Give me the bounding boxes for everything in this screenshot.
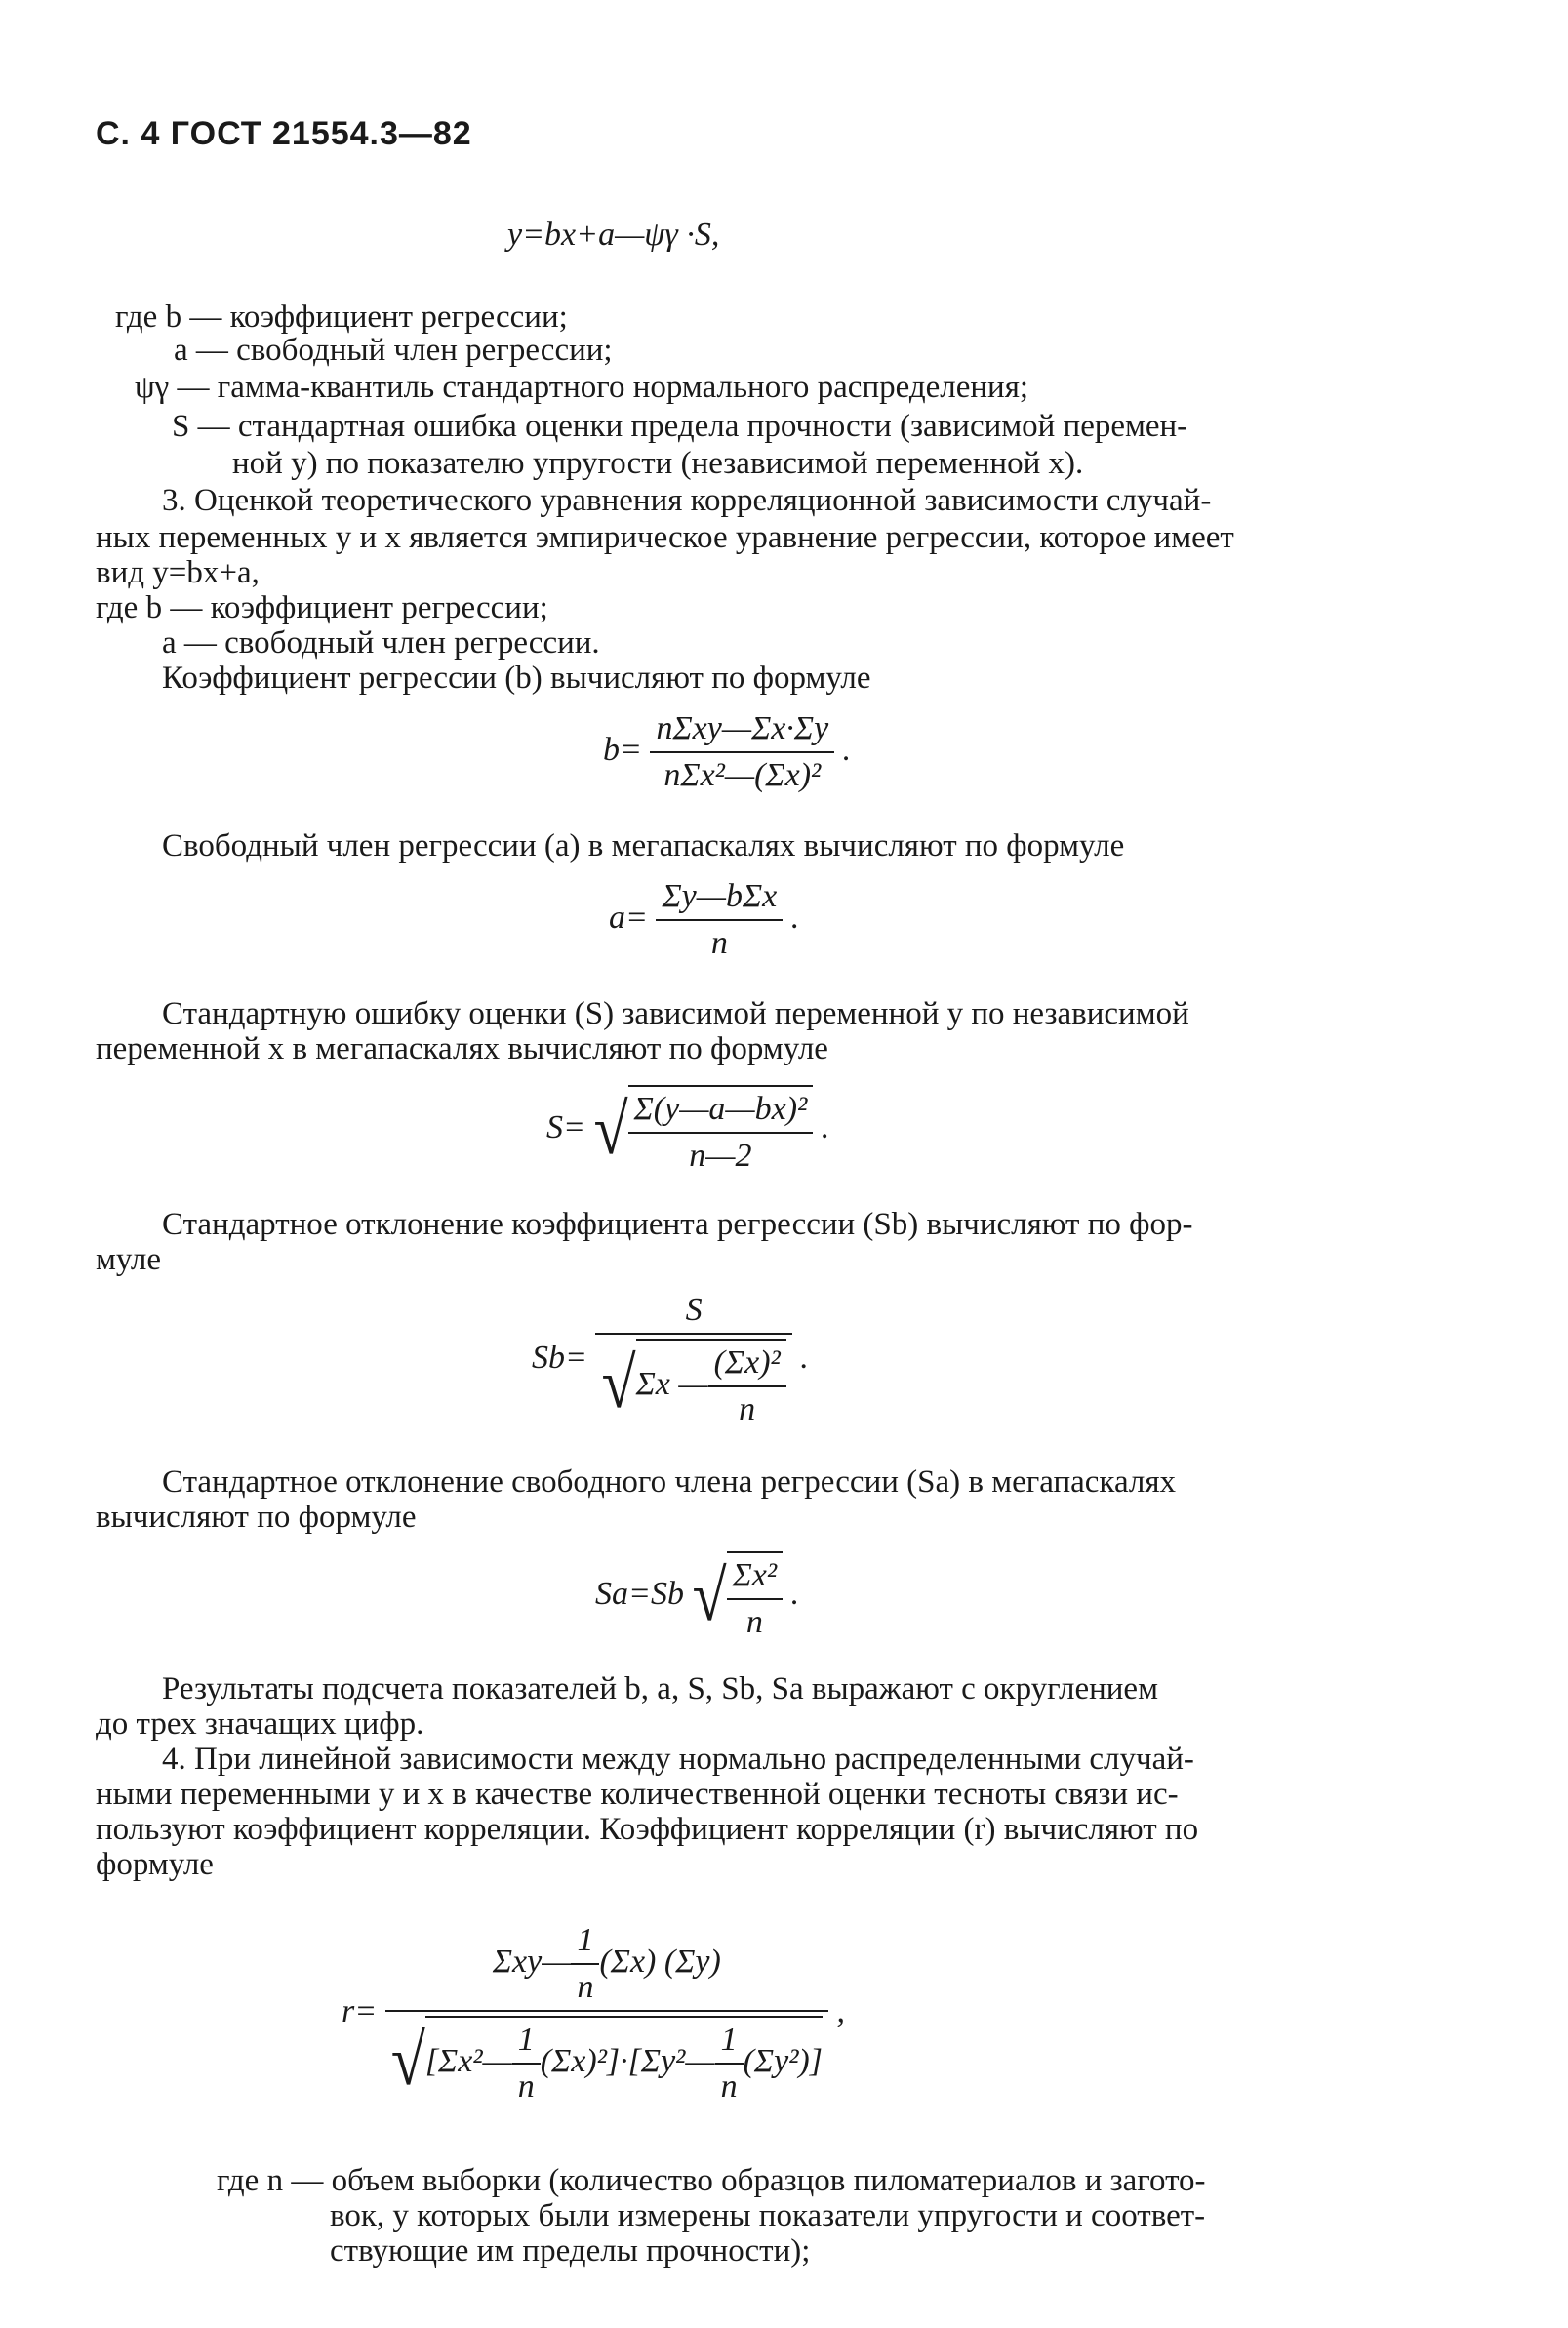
formula-b-lhs: b= <box>603 731 642 768</box>
formula-r-den-frac2-den: n <box>720 2068 738 2105</box>
formula-r-fraction <box>385 1922 828 2106</box>
formula-b <box>603 710 851 794</box>
formula-sb-denominator <box>595 1335 791 1428</box>
formula-a <box>609 878 799 962</box>
formula-sa-radicand <box>727 1551 784 1641</box>
formula-r-denominator <box>385 2012 828 2106</box>
def-s-line2: ной y) по показателю упругости (независимой переменной x). <box>232 446 1084 481</box>
formula-r-num-frac-den: n <box>577 1969 594 2005</box>
rounding-line2: до трех значащих цифр. <box>96 1706 424 1742</box>
formula-sa-denominator: n <box>745 1604 763 1640</box>
formula-sa <box>595 1551 799 1641</box>
formula-sb-tail: . <box>800 1339 809 1376</box>
formula-s-fraction <box>628 1091 814 1175</box>
formula-sa-intro-line2: вычисляют по формуле <box>96 1500 417 1535</box>
para3-def-a: a — свободный член регрессии. <box>162 625 600 661</box>
formula-sa-tail: . <box>790 1575 800 1612</box>
para3-line2: ных переменных y и x является эмпирическое уравнение регрессии, которое имеет <box>96 520 1234 555</box>
sqrt-symbol: √ <box>692 1555 727 1636</box>
para3-line3: вид y=bx+a, <box>96 555 260 590</box>
formula-r-den-frac2 <box>715 2022 744 2106</box>
formula-s-radicand <box>628 1085 814 1175</box>
formula-b-numerator: nΣxy—Σx·Σy <box>650 710 834 753</box>
formula-r-den-frac1-num: 1 <box>512 2022 541 2065</box>
formula-sb-inner-fraction <box>708 1345 786 1428</box>
formula-a-lhs: a= <box>609 899 648 936</box>
formula-r-den-2: (Σx)²]·[Σy²— <box>540 2042 715 2079</box>
formula-r-tail: , <box>836 1992 845 2029</box>
def-psi: ψγ — гамма-квантиль стандартного нормального распределения; <box>135 370 1029 405</box>
formula-s <box>546 1085 829 1175</box>
formula-s-denominator: n—2 <box>689 1138 752 1174</box>
formula-sb-radicand-left: Σx — <box>635 1365 708 1402</box>
para3-line1: 3. Оценкой теоретического уравнения корреляционной зависимости случай- <box>162 483 1212 518</box>
formula-s-lhs: S= <box>546 1108 585 1145</box>
sqrt-symbol: √ <box>601 1343 636 1424</box>
para4-line2: ными переменными y и x в качестве количественной оценки тесноты связи ис- <box>96 1777 1179 1812</box>
def-n-line3: ствующие им пределы прочности); <box>330 2233 811 2268</box>
def-s-line1: S — стандартная ошибка оценки предела прочности (зависимой перемен- <box>172 409 1188 444</box>
formula-sb-lhs: Sb= <box>532 1339 587 1376</box>
def-n-line2: вок, у которых были измерены показатели упругости и соответ- <box>330 2198 1206 2233</box>
formula-a-intro: Свободный член регрессии (a) в мегапаскалях вычисляют по формуле <box>162 828 1125 863</box>
page-header: С. 4 ГОСТ 21554.3—82 <box>96 115 472 152</box>
formula-sb-numerator: S <box>595 1292 791 1335</box>
formula-a-numerator: Σy—bΣx <box>656 878 783 921</box>
formula-r <box>342 1922 845 2106</box>
para4-line1: 4. При линейной зависимости между нормально распределенными случай- <box>162 1742 1194 1777</box>
formula-s-intro-line1: Стандартную ошибку оценки (S) зависимой переменной y по независимой <box>162 996 1189 1031</box>
formula-sb-intro-line1: Стандартное отклонение коэффициента регрессии (Sb) вычисляют по фор- <box>162 1207 1193 1242</box>
formula-r-num-left: Σxy— <box>492 1943 572 1980</box>
formula-sb-fraction <box>595 1292 791 1428</box>
formula-sa-lhs: Sa=Sb <box>595 1575 684 1612</box>
para3-def-b: где b — коэффициент регрессии; <box>96 590 548 625</box>
formula-r-num-frac <box>571 1922 599 2006</box>
formula-b-tail: . <box>842 731 852 768</box>
formula-b-fraction <box>650 710 834 794</box>
formula-r-den-3: (Σy²)] <box>743 2042 823 2079</box>
formula-b-denominator: nΣx²—(Σx)² <box>663 757 822 793</box>
def-a: a — свободный член регрессии; <box>174 333 613 368</box>
formula-s-numerator: Σ(y—a—bx)² <box>628 1091 814 1134</box>
formula-sa-fraction <box>727 1557 784 1641</box>
formula-r-den-frac1-den: n <box>517 2068 535 2105</box>
formula-r-radicand <box>425 2016 823 2106</box>
formula-b-intro: Коэффициент регрессии (b) вычисляют по формуле <box>162 661 871 696</box>
formula-sb-inner-denominator: n <box>739 1391 756 1427</box>
formula-sa-intro-line1: Стандартное отклонение свободного члена регрессии (Sa) в мегапаскалях <box>162 1465 1177 1500</box>
formula-a-denominator: n <box>710 925 728 961</box>
formula-sa-numerator: Σx² <box>727 1557 784 1600</box>
formula-sb <box>532 1292 809 1428</box>
formula-a-tail: . <box>790 899 800 936</box>
def-b: где b — коэффициент регрессии; <box>115 300 568 335</box>
formula-r-den-frac1 <box>512 2022 541 2106</box>
sqrt-symbol: √ <box>593 1089 628 1170</box>
formula-r-numerator <box>385 1922 828 2012</box>
formula-sb-intro-line2: муле <box>96 1242 162 1277</box>
formula-sb-radicand <box>636 1339 786 1428</box>
formula-s-tail: . <box>821 1108 830 1145</box>
para4-line3: пользуют коэффициент корреляции. Коэффициент корреляции (r) вычисляют по <box>96 1812 1199 1847</box>
para4-line4: формуле <box>96 1847 214 1882</box>
formula-r-lhs: r= <box>342 1992 378 2029</box>
formula-s-intro-line2: переменной x в мегапаскалях вычисляют по формуле <box>96 1031 828 1066</box>
formula-main: y=bx+a—ψγ ·S, <box>507 217 720 253</box>
sqrt-symbol: √ <box>390 2020 425 2101</box>
formula-sb-inner-numerator: (Σx)² <box>708 1345 786 1387</box>
formula-r-den-frac2-num: 1 <box>715 2022 744 2065</box>
formula-r-den-1: [Σx²— <box>424 2042 512 2079</box>
def-n-line1: где n — объем выборки (количество образцов пиломатериалов и загото- <box>217 2163 1206 2198</box>
formula-a-fraction <box>656 878 783 962</box>
formula-r-num-right: (Σx) (Σy) <box>599 1943 721 1980</box>
rounding-line1: Результаты подсчета показателей b, a, S, Sb, Sa выражают с округлением <box>162 1671 1158 1706</box>
formula-r-num-frac-num: 1 <box>571 1922 599 1965</box>
